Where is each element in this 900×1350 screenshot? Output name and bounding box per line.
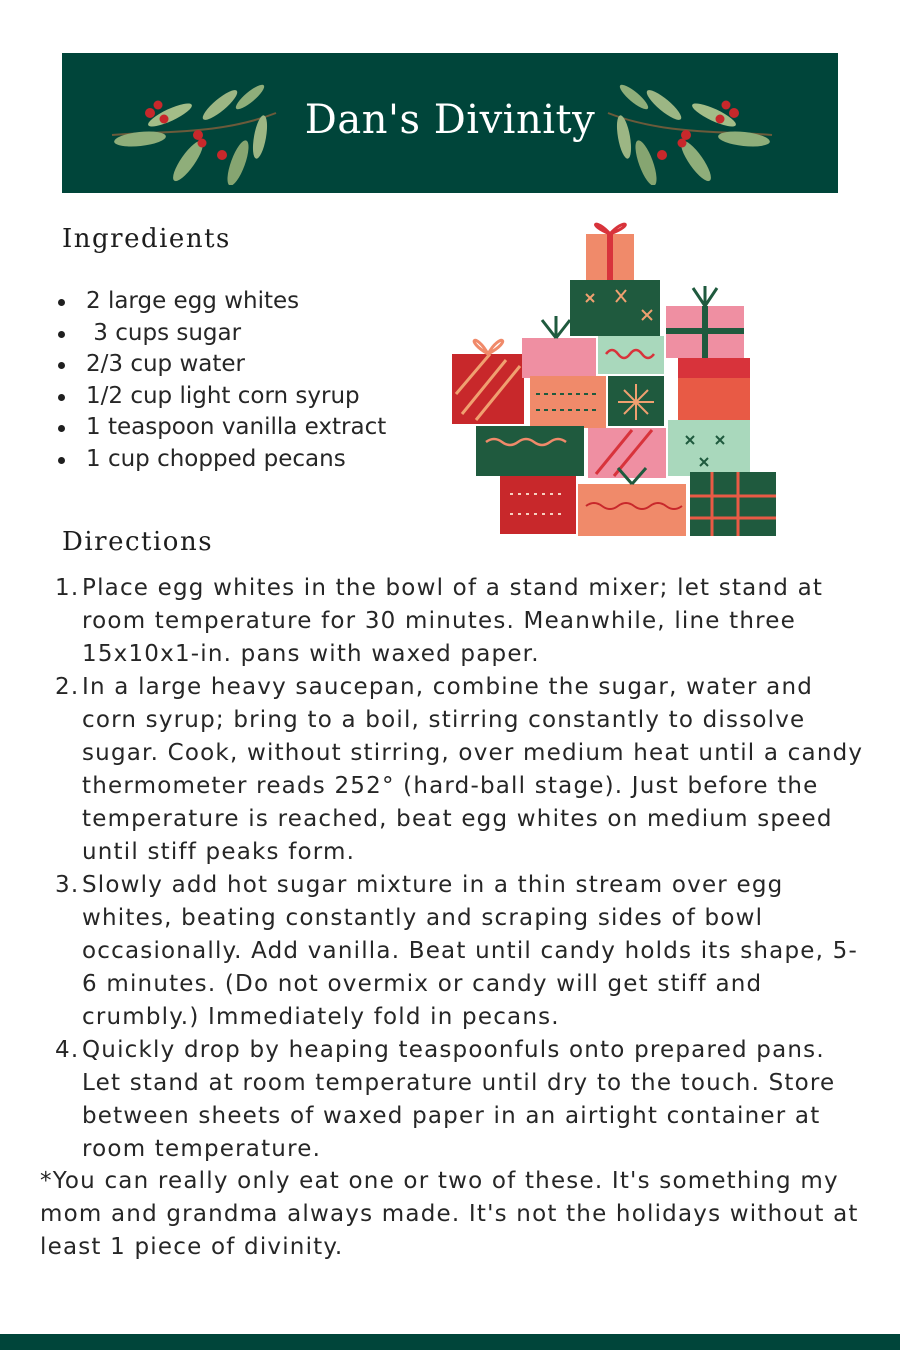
footnote: *You can really only eat one or two of these. It's something my mom and grandma always made. It's not the holidays without at least 1 piece of divinity. <box>40 1168 859 1260</box>
page-title: Dan's Divinity <box>304 97 596 143</box>
step-number: 1. <box>55 575 80 601</box>
list-item: 2 large egg whites <box>86 286 426 318</box>
list-item: 1 cup chopped pecans <box>86 444 426 476</box>
step-text: In a large heavy saucepan, combine the sugar, water and corn syrup; bring to a boil, stirring constantly to dissolve sugar. Cook, without stirring, over medium heat until a candy thermometer reads 252° (hard-ball stage). Just before the temperature is reached, beat egg whites on medium speed until stiff peaks form. <box>82 674 864 865</box>
holly-sprig-icon <box>604 75 774 185</box>
list-item: 2/3 cup water <box>86 349 426 381</box>
list-item: 1/2 cup light corn syrup <box>86 381 426 413</box>
step-text: Quickly drop by heaping teaspoonfuls onto prepared pans. Let stand at room temperature until dry to the touch. Store between sheets of waxed paper in an airtight container at room temperature. <box>82 1037 836 1162</box>
list-item <box>40 671 870 869</box>
step-number: 2. <box>55 674 80 700</box>
footer-bar <box>0 1334 900 1350</box>
step-text: Place egg whites in the bowl of a stand mixer; let stand at room temperature for 30 minutes. Meanwhile, line three 15x10x1-in. pans with waxed paper. <box>82 575 824 667</box>
step-number: 3. <box>55 872 80 898</box>
list-item <box>40 869 870 1034</box>
list-item <box>40 572 870 671</box>
step-number: 4. <box>55 1037 80 1063</box>
ingredients-heading: Ingredients <box>62 224 231 254</box>
title-banner <box>62 53 838 193</box>
ingredients-list <box>86 286 426 476</box>
directions-heading: Directions <box>62 527 214 557</box>
directions-list <box>40 572 870 1166</box>
list-item <box>40 1034 870 1166</box>
list-item: 3 cups sugar <box>86 318 426 350</box>
gift-stack-icon <box>446 214 782 544</box>
list-item: 1 teaspoon vanilla extract <box>86 412 426 444</box>
step-text: Slowly add hot sugar mixture in a thin stream over egg whites, beating constantly and scraping sides of bowl occasionally. Add vanilla. Beat until candy holds its shape, 5-6 minutes. (Do not overmix or candy will get stiff and crumbly.) Immediately fold in pecans. <box>82 872 858 1030</box>
